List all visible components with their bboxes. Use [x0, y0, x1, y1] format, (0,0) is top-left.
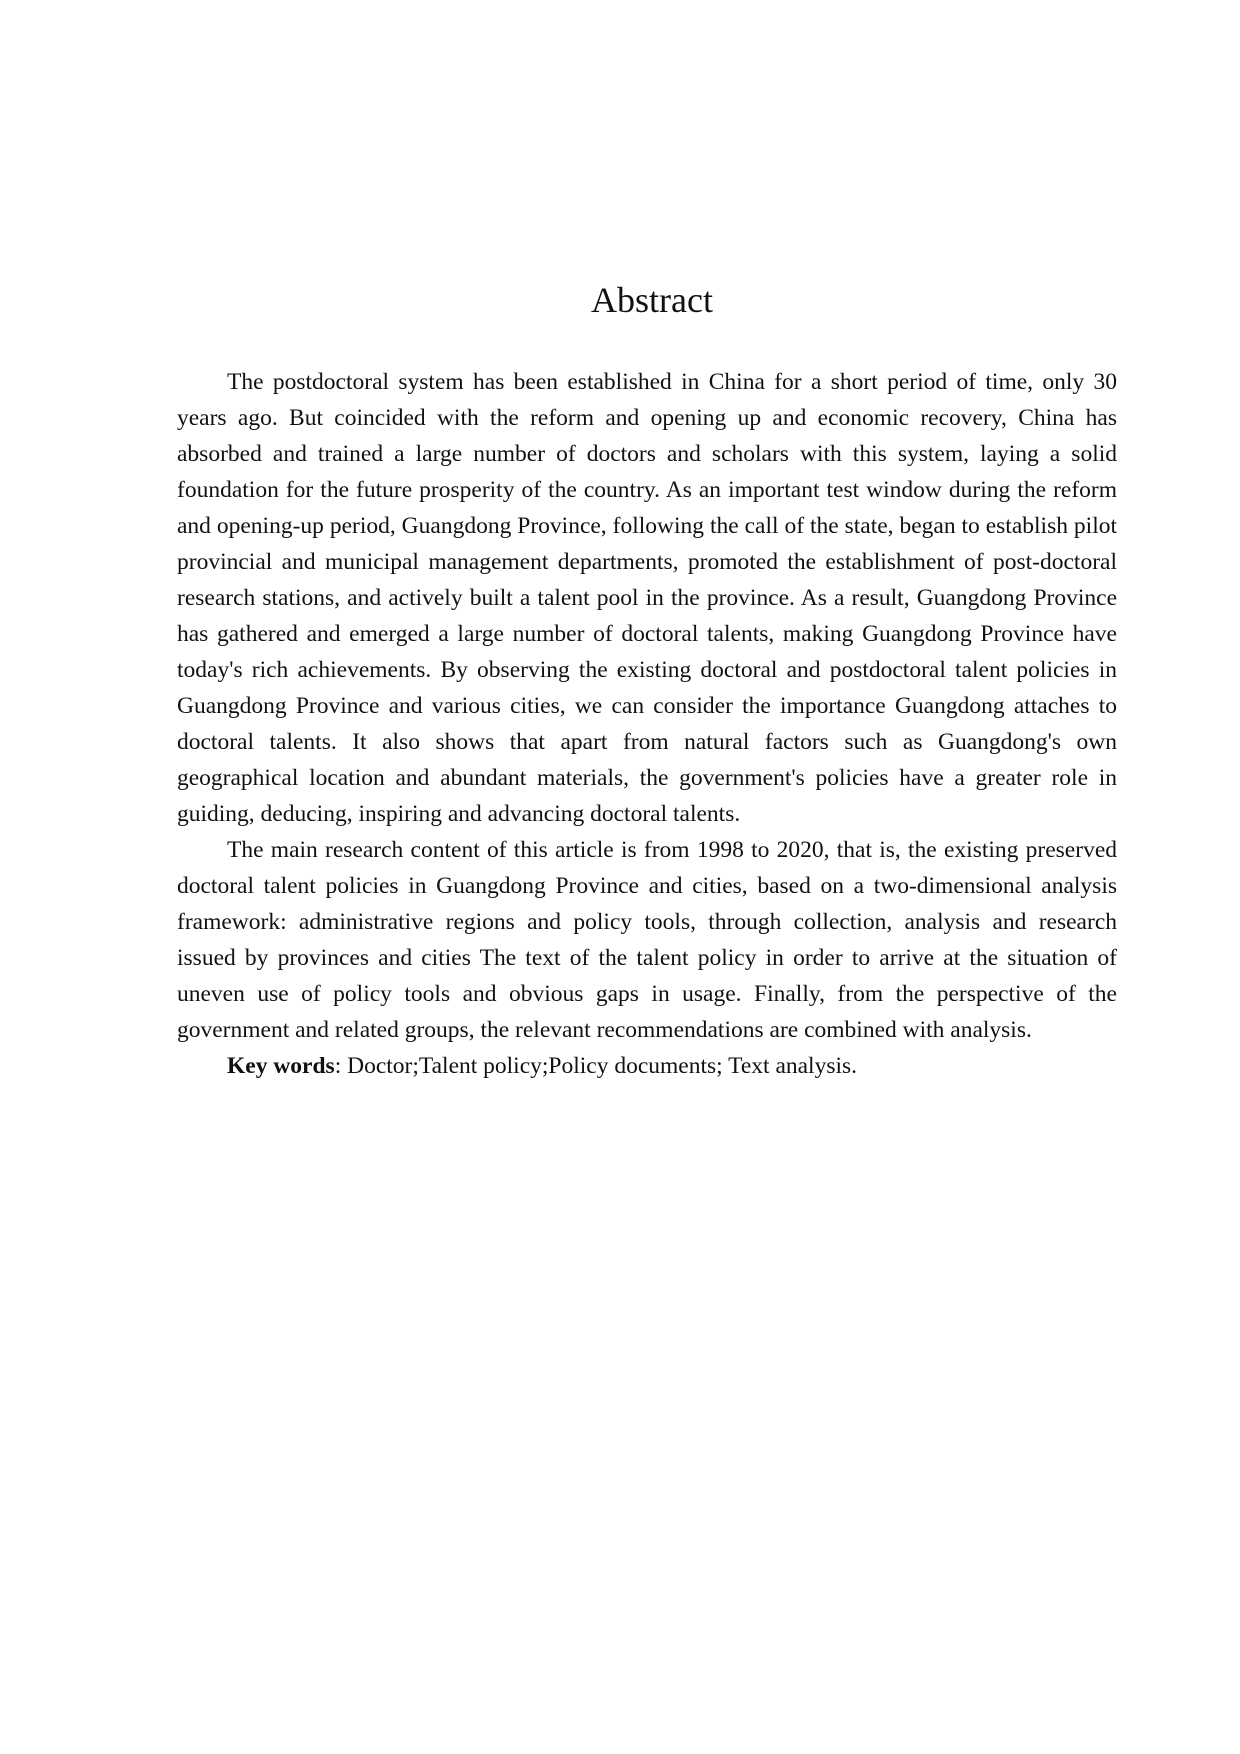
abstract-body	[177, 364, 1117, 1084]
keywords-line	[177, 1048, 1117, 1084]
keywords-label: Key words	[227, 1053, 335, 1079]
abstract-paragraph-2: The main research content of this article is from 1998 to 2020, that is, the existing preserved doctoral talent policies in Guangdong Province and cities, based on a two-dimensional analysis framework: administrative regions and policy tools, through collection, analysis and research issued by provinces and cities The text of the talent policy in order to arrive at the situation of uneven use of policy tools and obvious gaps in usage. Finally, from the perspective of the government and related groups, the relevant recommendations are combined with analysis.	[177, 837, 1117, 1043]
abstract-title: Abstract	[591, 280, 713, 320]
keywords-list: : Doctor;Talent policy;Policy documents; Text analysis.	[334, 1053, 858, 1079]
abstract-paragraph-1: The postdoctoral system has been established in China for a short period of time, only 30 years ago. But coincided with the reform and opening up and economic recovery, China has absorbed and trained a large number of doctors and scholars with this system, laying a solid foundation for the future prosperity of the country. As an important test window during the reform and opening-up period, Guangdong Province, following the call of the state, began to establish pilot provincial and municipal management departments, promoted the establishment of post-doctoral research stations, and actively built a talent pool in the province. As a result, Guangdong Province has gathered and emerged a large number of doctoral talents, making Guangdong Province have today's rich achievements. By observing the existing doctoral and postdoctoral talent policies in Guangdong Province and various cities, we can consider the importance Guangdong attaches to doctoral talents. It also shows that apart from natural factors such as Guangdong's own geographical location and abundant materials, the government's policies have a greater role in guiding, deducing, inspiring and advancing doctoral talents.	[177, 369, 1117, 827]
